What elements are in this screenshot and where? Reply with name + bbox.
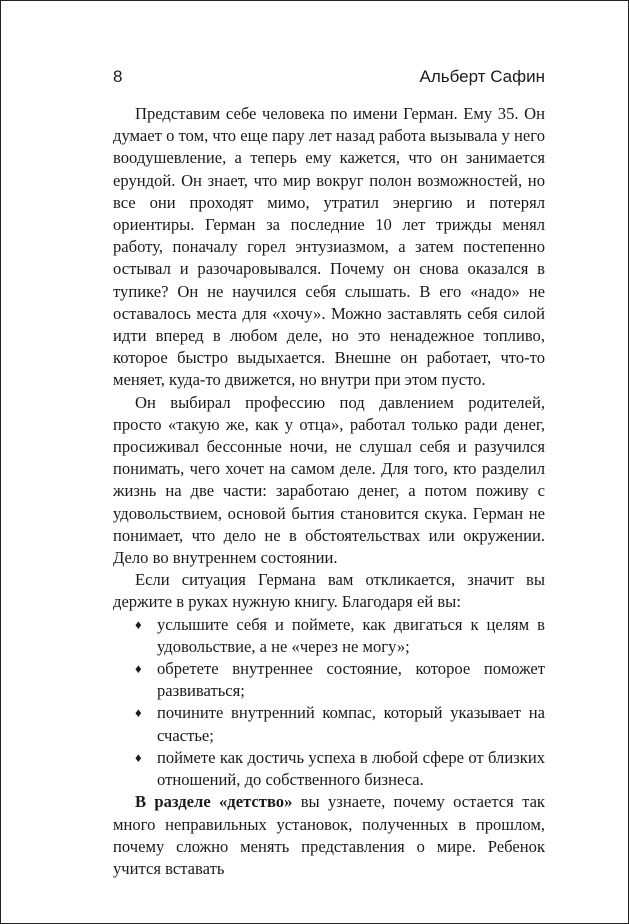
paragraph-3: Если ситуация Германа вам откликается, значит вы держите в руках нужную книгу. Благодаря ей вы:: [113, 570, 545, 612]
diamond-bullet-icon: ♦: [135, 661, 142, 677]
paragraph-1: Представим себе человека по имени Герман. Ему 35. Он думает о том, что еще пару лет назад работа вызывала у него воодушевление, а теперь ему кажется, что он занимается ерундой. Он знает, что мир вокруг полон возможностей, но все они проходят мимо, утратил энергию и потерял ориентиры. Герман за последние 10 лет трижды менял работу, поначалу горел энтузиазмом, а затем постепенно остывал и разочаровывался. Почему он снова оказался в тупике? Он не научился себя слышать. В его «надо» не оставалось места для «хочу». Можно заставлять себя силой идти вперед в любом деле, но это ненадежное топливо, которое быстро выдыхается. Внешне он работает, что-то меняет, куда-то движется, но внутри при этом пусто.: [113, 104, 545, 390]
list-item-text: услышите себя и поймете, как двигаться к целям в удовольствие, а не «через не могу»;: [157, 614, 545, 656]
list-item-text: почините внутренний компас, который указывает на счастье;: [157, 703, 545, 745]
running-header: [113, 67, 545, 91]
paragraph-2: Он выбирал профессию под давлением родителей, просто «такую же, как у отца», работал только ради денег, просиживал бессонные ночи, не слушал себя и разучился понимать, чего хочет на самом деле. Для того, кто разделил жизнь на две части: заработаю денег, а потом поживу с удовольствием, основой бытия становится скука. Герман не понимает, что дело не в обстоятельствах или окружении. Дело во внутреннем состоянии.: [113, 392, 545, 568]
diamond-bullet-icon: ♦: [135, 705, 142, 721]
closing-text: вы узнаете, почему остается так много неправильных установок, полученных в прошлом, почему сложно менять представления о мире. Ребенок учится вставать: [113, 792, 545, 878]
paragraph-closing: [113, 791, 545, 880]
benefits-list: [113, 614, 545, 792]
page-number: 8: [113, 67, 123, 86]
diamond-bullet-icon: ♦: [135, 749, 142, 765]
list-item: [113, 614, 545, 658]
list-item: [113, 747, 545, 791]
page-body: [113, 103, 545, 880]
list-item: [113, 702, 545, 746]
diamond-bullet-icon: ♦: [135, 616, 142, 632]
section-lead-bold: В разделе «детство»: [135, 792, 293, 812]
list-item-text: поймете как достичь успеха в любой сфере от близких отношений, до собственного бизнеса.: [157, 747, 545, 790]
list-item: [113, 658, 545, 702]
running-head-author: Альберт Сафин: [419, 67, 545, 86]
list-item-text: обретете внутреннее состояние, которое поможет развиваться;: [157, 659, 545, 701]
